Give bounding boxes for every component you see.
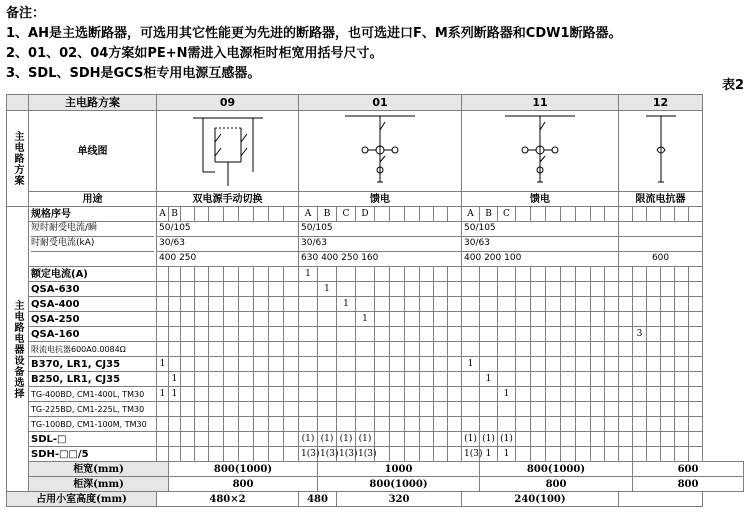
mark: 1	[356, 312, 375, 327]
mark: 1	[498, 387, 516, 402]
row-label-rated: 额定电流(A)	[29, 267, 157, 282]
compartment-01-b: 320	[337, 492, 462, 507]
rated-09-a: 400	[159, 253, 177, 263]
cabinet-depth-09: 800	[169, 477, 318, 492]
mark: (1)	[318, 432, 337, 447]
current-09-line-1: 50/105	[157, 222, 298, 237]
current-label-line-1: 短时耐受电流/瞬	[31, 222, 154, 237]
row-label-reactor: 限流电抗器600A0.0084Ω	[29, 342, 157, 357]
row-label-sdh: SDH-□□/5	[29, 447, 157, 462]
row-label-b250: B250, LR1, CJ35	[29, 372, 157, 387]
current-01	[299, 222, 462, 267]
row-label-qsa250: QSA-250	[29, 312, 157, 327]
mark: 1(3)	[318, 447, 337, 462]
compartment-09: 480×2	[157, 492, 299, 507]
scheme-12: 12	[619, 95, 703, 111]
cabinet-width-12: 600	[633, 462, 744, 477]
spec-01-a: A	[299, 207, 318, 222]
current-11-line-2: 30/63	[462, 237, 618, 252]
scheme-header-label: 主电路方案	[29, 95, 157, 111]
row-label-qsa160: QSA-160	[29, 327, 157, 342]
mark: (1)	[498, 432, 516, 447]
side-label-main-circuit: 主电路方案	[7, 111, 29, 207]
rated-09-b: 250	[179, 253, 197, 263]
spec-09-a: A	[157, 207, 169, 222]
row-label-sdl: SDL-□	[29, 432, 157, 447]
mark: 1	[337, 297, 356, 312]
corner-cell	[7, 95, 29, 111]
diagram-11-icon	[485, 112, 595, 190]
table-number-label: 表2	[721, 78, 744, 93]
mark: 1	[498, 447, 516, 462]
note-line-1: 1、AH是主选断路器，可选用其它性能更为先进的断路器，也可选进口F、M系列断路器和CDW1断路器。	[6, 26, 622, 41]
usage-label: 用途	[29, 192, 157, 207]
row-label-b370: B370, LR1, CJ35	[29, 357, 157, 372]
mark: 1	[169, 387, 181, 402]
mark: 1	[169, 372, 181, 387]
mark: (1)	[299, 432, 318, 447]
mark: 1	[480, 447, 498, 462]
cabinet-width-01: 1000	[318, 462, 480, 477]
current-01-line-1: 50/105	[299, 222, 461, 237]
diagram-11	[462, 111, 619, 192]
usage-09: 双电源手动切换	[157, 192, 299, 207]
rated-01-c: 250	[341, 253, 359, 263]
current-12	[619, 222, 703, 267]
row-label-tg100: TG-100BD, CM1-100M, TM30	[29, 417, 157, 432]
side-label-equipment: 主电路电器设备选择	[7, 207, 29, 492]
mark: (1)	[480, 432, 498, 447]
cabinet-width-09: 800(1000)	[169, 462, 318, 477]
spec-09-b: B	[169, 207, 181, 222]
row-label-qsa400: QSA-400	[29, 297, 157, 312]
diagram-09-icon	[173, 112, 283, 190]
mark: 1(3)	[462, 447, 480, 462]
current-01-line-2: 30/63	[299, 237, 461, 252]
compartment-label: 占用小室高度(mm)	[7, 492, 157, 507]
rated-01-a: 630	[301, 253, 319, 263]
cabinet-width-label: 柜宽(mm)	[29, 462, 169, 477]
diagram-01	[299, 111, 462, 192]
row-label-tg225: TG-225BD, CM1-225L, TM30	[29, 402, 157, 417]
notes-title: 备注：	[6, 6, 46, 21]
usage-11: 馈电	[462, 192, 619, 207]
rated-11-b: 200	[484, 253, 502, 263]
diagram-09	[157, 111, 299, 192]
compartment-11: 240(100)	[462, 492, 619, 507]
usage-01: 馈电	[299, 192, 462, 207]
cabinet-depth-11: 800	[480, 477, 633, 492]
rated-01-d: 160	[361, 253, 379, 263]
spec-01-b: B	[318, 207, 337, 222]
mark: (1)	[356, 432, 375, 447]
notes-block	[6, 4, 622, 84]
mark: (1)	[337, 432, 356, 447]
diagram-12-icon	[621, 112, 701, 190]
rated-11-c: 100	[504, 253, 522, 263]
spec-11-b: B	[480, 207, 498, 222]
row-label-tg400: TG-400BD, CM1-400L, TM30	[29, 387, 157, 402]
current-label-line-2: 时耐受电流(kA)	[31, 237, 154, 252]
compartment-12	[619, 492, 703, 507]
cabinet-width-11: 800(1000)	[480, 462, 633, 477]
current-09	[157, 222, 299, 267]
mark: 1	[299, 267, 318, 282]
note-line-3: 3、SDL、SDH是GCS柜专用电源互感器。	[6, 66, 261, 81]
spec-11-c: C	[498, 207, 516, 222]
mark: 1(3)	[337, 447, 356, 462]
usage-12: 限流电抗器	[619, 192, 703, 207]
cabinet-depth-label: 柜深(mm)	[29, 477, 169, 492]
mark: (1)	[462, 432, 480, 447]
main-circuit-table	[6, 94, 744, 507]
mark: 1(3)	[356, 447, 375, 462]
mark: 1	[157, 357, 169, 372]
rated-12: 600	[651, 253, 670, 263]
cabinet-depth-01: 800(1000)	[318, 477, 480, 492]
compartment-01-a: 480	[299, 492, 337, 507]
cabinet-depth-12: 800	[633, 477, 744, 492]
rated-11-a: 400	[464, 253, 482, 263]
current-11-line-1: 50/105	[462, 222, 618, 237]
mark: 1	[318, 282, 337, 297]
row-label-qsa630: QSA-630	[29, 282, 157, 297]
note-line-2: 2、01、02、04方案如PE+N需进入电源柜时柜宽用括号尺寸。	[6, 46, 383, 61]
current-09-line-2: 30/63	[157, 237, 298, 252]
scheme-09: 09	[157, 95, 299, 111]
current-11	[462, 222, 619, 267]
spec-11-a: A	[462, 207, 480, 222]
current-label	[29, 222, 157, 267]
diagram-01-icon	[325, 112, 435, 190]
single-line-label: 单线图	[29, 111, 157, 192]
rated-01-b: 400	[321, 253, 339, 263]
spec-01-d: D	[356, 207, 375, 222]
mark: 1	[157, 387, 169, 402]
diagram-12	[619, 111, 703, 192]
mark: 1	[462, 357, 480, 372]
mark: 1	[480, 372, 498, 387]
spec-label: 规格序号	[29, 207, 157, 222]
mark: 1(3)	[299, 447, 318, 462]
scheme-01: 01	[299, 95, 462, 111]
spec-01-c: C	[337, 207, 356, 222]
mark: 3	[633, 327, 647, 342]
scheme-11: 11	[462, 95, 619, 111]
